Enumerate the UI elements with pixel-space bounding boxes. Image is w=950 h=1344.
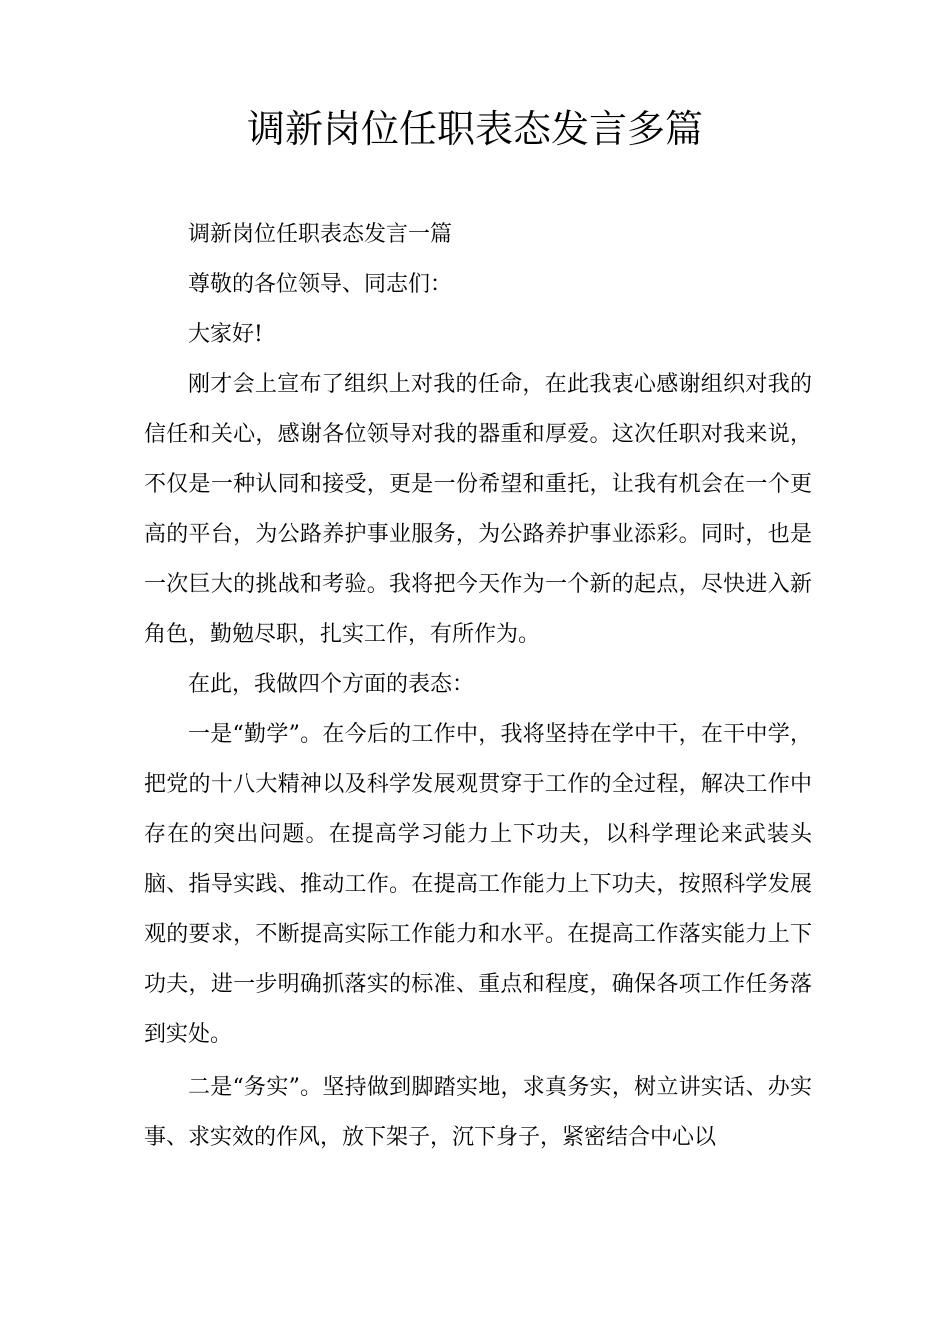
body-paragraph: 在此，我做四个方面的表态： xyxy=(188,672,475,697)
body-paragraph: 一是“勤学”。在今后的工作中，我将坚持在学中干，在干中学，把党的十八大精神以及科学发展观贯穿于工作的全过程，解决工作中存在的突出问题。在提高学习能力上下功夫，以科学理论来武装头脑、指导实践、推动工作。在提高工作能力上下功夫，按照科学发展观的要求，不断提高实际工作能力和水平。在提高工作落实能力上下功夫，进一步明确抓落实的标准、重点和程度，确保各项工作任务落到实处。 xyxy=(144,722,812,1047)
document-title: 调新岗位任职表态发言多篇 xyxy=(246,107,703,151)
greeting: 大家好! xyxy=(188,322,263,347)
section-heading: 调新岗位任职表态发言一篇 xyxy=(188,222,453,247)
document-body xyxy=(144,210,812,1163)
body-paragraph: 二是“务实”。坚持做到脚踏实地，求真务实，树立讲实话、办实事、求实效的作风，放下架子，沉下身子，紧密结合中心以 xyxy=(144,1075,812,1150)
salutation: 尊敬的各位领导、同志们： xyxy=(188,272,453,297)
body-paragraph: 刚才会上宣布了组织上对我的任命，在此我衷心感谢组织对我的信任和关心，感谢各位领导对我的器重和厚爱。这次任职对我来说，不仅是一种认同和接受，更是一份希望和重托，让我有机会在一个更高的平台，为公路养护事业服务，为公路养护事业添彩。同时，也是一次巨大的挑战和考验。我将把今天作为一个新的起点，尽快进入新角色，勤勉尽职，扎实工作，有所作为。 xyxy=(144,372,812,647)
